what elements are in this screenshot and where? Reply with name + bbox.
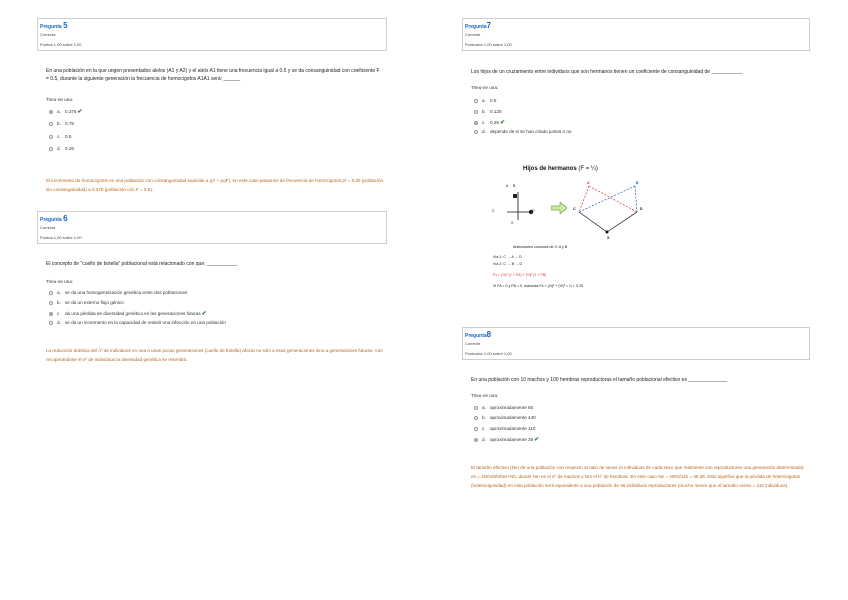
figure-caption: Antecesores comunes de X: A y B (513, 245, 568, 249)
radio-icon[interactable] (49, 321, 53, 325)
question-7-score: Puntuació 1,00 sobre 1,00 (465, 42, 512, 47)
question-5-info (37, 18, 387, 51)
question-6-option-d[interactable]: d. se da un incremento en la capacidad de resistir una infección en una población (49, 320, 226, 325)
radio-selected-icon[interactable] (474, 121, 478, 125)
radio-icon[interactable] (474, 416, 478, 420)
radio-icon[interactable] (49, 147, 53, 151)
check-icon: ✔ (534, 437, 540, 443)
question-8-info (462, 327, 810, 360)
cross-label-a: A (506, 184, 509, 188)
radio-icon[interactable] (49, 135, 53, 139)
pedigree-label-a: A (587, 181, 590, 185)
question-5-option-d[interactable]: d. 0.25 (49, 146, 74, 151)
radio-icon[interactable] (49, 122, 53, 126)
question-7-info (462, 18, 810, 51)
pedigree-label-b: B (636, 181, 639, 185)
question-5-option-a[interactable]: a. 0.375✔ (49, 108, 83, 115)
cross-label-c: C (492, 209, 495, 213)
question-5-score: Puntúa 1,00 sobre 1,00 (40, 42, 82, 47)
question-6-option-a[interactable]: a. se da una homogeneización genética entre dos poblaciones (49, 290, 187, 295)
question-8-number: Pregunta8 (465, 330, 492, 339)
cross-label-d: D (532, 209, 535, 213)
question-5-text: En una población en la que ungen presentados alelos (A1 y A2) y el alelo A1 tiene una frecuencia igual a 0.5 y se da consanguinidad con coeficiente F = 0.5, durante la siguiente generación la frecuencia de homocigotos A1A1 será: ______ (46, 68, 380, 82)
figure-path-1: Vía 1: C → A → D (493, 255, 522, 259)
radio-icon[interactable] (474, 427, 478, 431)
radio-icon[interactable] (49, 301, 53, 305)
question-6-number: Pregunta 6 (40, 214, 68, 223)
question-8-option-d[interactable]: d. aproximadamente 36✔ (474, 436, 539, 443)
question-5-select-label: Trieu-ne una: (46, 97, 74, 102)
question-8-feedback: El tamaño efectivo (Ne) de una población con respecto al ratio de sexos (o individuos de cada sexo que realmente son reproductores una generación determinada) es = 4NmxNh/Nm+Nh, donde Nm es el nº de machos y Nm el nº de hembras. En este caso Ne = 4000/110 = 36.36. Esto significa que la pérdida de heterocigotos (heterocigosidad) en esta población será equivalente a una población de 36 individuos reproductores (mucho menor que el tamaño censo = 110 individuos). (471, 465, 804, 488)
question-8-option-c[interactable]: c. aproximadamente 110 (474, 426, 535, 431)
figure-title: Hijos de hermanos (F = ¼) (523, 166, 598, 172)
question-7-option-a[interactable]: a. 0.5 (474, 98, 496, 103)
radio-selected-icon[interactable] (474, 438, 478, 442)
radio-selected-icon[interactable] (49, 312, 53, 316)
check-icon: ✔ (201, 311, 207, 317)
figure-formula: Fx = (½)³ (1 + FA) + (½)³ (1 + FB) (493, 273, 547, 277)
check-icon: ✔ (77, 109, 83, 115)
pedigree-diagram (573, 178, 653, 248)
question-5-option-c[interactable]: c. 0.5 (49, 134, 71, 139)
question-8-score: Puntuació 1,00 sobre 1,00 (465, 351, 512, 356)
question-8-select-label: Trieu-ne una: (471, 393, 499, 398)
figure-path-2: Vía 2: C → B → D (493, 262, 523, 266)
question-8-option-b[interactable]: b. aproximadamente 440 (474, 415, 536, 420)
question-7-option-c[interactable]: c. 0.25✔ (474, 119, 505, 126)
question-5-option-b[interactable]: b. 0.75 (49, 121, 74, 126)
question-8-option-a[interactable]: a. aproximadamente 60 (474, 405, 533, 410)
question-6-select-label: Trieu-ne una: (46, 279, 74, 284)
question-6-text: El concepto de "cuello de botella" poblacional está relacionado con que: ___________ (46, 261, 238, 267)
radio-icon[interactable] (474, 406, 478, 410)
question-8-state: Correcte (465, 341, 481, 346)
question-5-feedback: El incremento de homocigotos en una población con consanguinidad equivale a (p² + pqF), en este caso pasamos de frecuencia de homocigotos p² = 0.25 (población sin consanguinidad) a 0.375 (población con F = 0.5). (46, 178, 384, 192)
radio-icon[interactable] (49, 291, 53, 295)
question-7-number: Pregunta7 (465, 21, 492, 30)
arrow-right-icon (551, 202, 567, 214)
question-7-text: Los hijos de un cruzamiento entre individuos que son hermanos tienen un coeficiente de consanguinidad de ___________ (471, 69, 743, 75)
pedigree-label-d: D (640, 207, 643, 211)
question-7-state: Correcte (465, 32, 481, 37)
radio-icon[interactable] (474, 99, 478, 103)
question-7-option-b[interactable]: b. 0.125 (474, 109, 502, 114)
question-5-state: Correcta (40, 32, 56, 37)
radio-icon[interactable] (474, 130, 478, 134)
radio-selected-icon[interactable] (49, 110, 53, 114)
question-7-option-d[interactable]: d. depende de si se han criado juntos o no (474, 129, 571, 134)
question-6-option-c[interactable]: c. da una pérdida de diversidad genética en las generaciones futuras✔ (49, 310, 207, 317)
cross-label-x: X (511, 221, 514, 225)
check-icon: ✔ (499, 120, 505, 126)
question-5-number: Pregunta 5 (40, 21, 68, 30)
figure-result: Si FA = 0 y FB = 0, entonces Fx = (½)³ + (½)³ = ¼ = 0.25 (493, 284, 584, 288)
question-6-score: Puntúa 1,00 sobre 1,00 (40, 235, 82, 240)
question-8-text: En una población con 10 machos y 100 hembras reproductoras el tamaño poblacional efectivo es ______________ (471, 377, 728, 383)
pedigree-label-c: C (573, 207, 576, 211)
pedigree-figure (485, 160, 655, 300)
cross-label-b: B (513, 184, 516, 188)
radio-icon[interactable] (474, 110, 478, 114)
question-6-info (37, 211, 387, 244)
question-6-state: Correcta (40, 225, 56, 230)
question-6-feedback: La reducción drástica del nº de individuos en una o unas pocas generaciones (cuello de botella) afecta no sólo a esas generaciones sino a generaciones futuras. Aún recuperándose el nº de individuos la diversidad genética se resentirá. (46, 348, 383, 362)
pedigree-label-x: X (607, 236, 610, 240)
question-7-select-label: Trieu-ne una: (471, 85, 499, 90)
question-6-option-b[interactable]: b. se da un externo flujo génico (49, 300, 124, 305)
